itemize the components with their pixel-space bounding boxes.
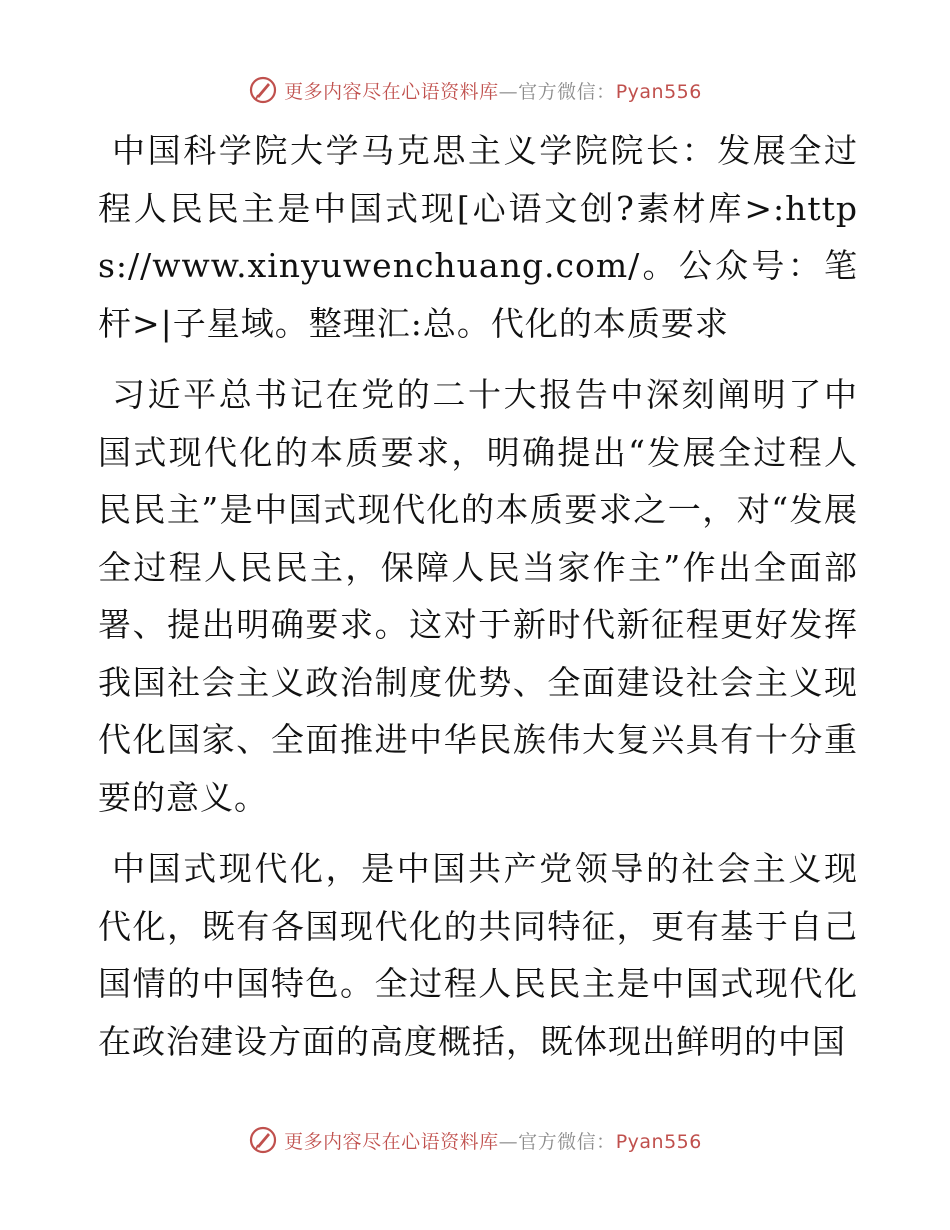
header-separator: — [498,80,519,103]
footer-site-text: 更多内容尽在心语资料库 [284,1130,499,1153]
header-banner-text [284,77,702,104]
quill-logo-icon [248,1125,278,1155]
page-footer-banner [0,1122,950,1158]
quill-logo-icon [248,75,278,105]
paragraph-2: 中国式现代化，是中国共产党领导的社会主义现代化，既有各国现代化的共同特征，更有基于自己国情的中国特色。全过程人民民主是中国式现代化在政治建设方面的高度概括，既体现出鲜明的中国 [98,849,858,1061]
footer-banner-text [284,1127,702,1154]
footer-separator: — [498,1130,519,1153]
page-header-banner [0,72,950,108]
paragraph-title: 中国科学院大学马克思主义学院院长：发展全过程人民民主是中国式现[心语文创?素材库>:https://www.xinyuwenchuang.com/。公众号：笔杆>|子星域。整理汇:总。代化的本质要求 [98,131,858,343]
header-wechat-id: Pyan556 [615,80,702,103]
paragraph-1: 习近平总书记在党的二十大报告中深刻阐明了中国式现代化的本质要求，明确提出“发展全过程人民民主”是中国式现代化的本质要求之一，对“发展全过程人民民主，保障人民当家作主”作出全面部署、提出明确要求。这对于新时代新征程更好发挥我国社会主义政治制度优势、全面建设社会主义现代化国家、全面推进中华民族伟大复兴具有十分重要的意义。 [98,375,858,817]
document-body [98,122,858,1084]
footer-wechat-id: Pyan556 [615,1130,702,1153]
header-site-text: 更多内容尽在心语资料库 [284,80,499,103]
footer-wechat-label: 官方微信： [518,1130,616,1153]
header-wechat-label: 官方微信： [518,80,616,103]
